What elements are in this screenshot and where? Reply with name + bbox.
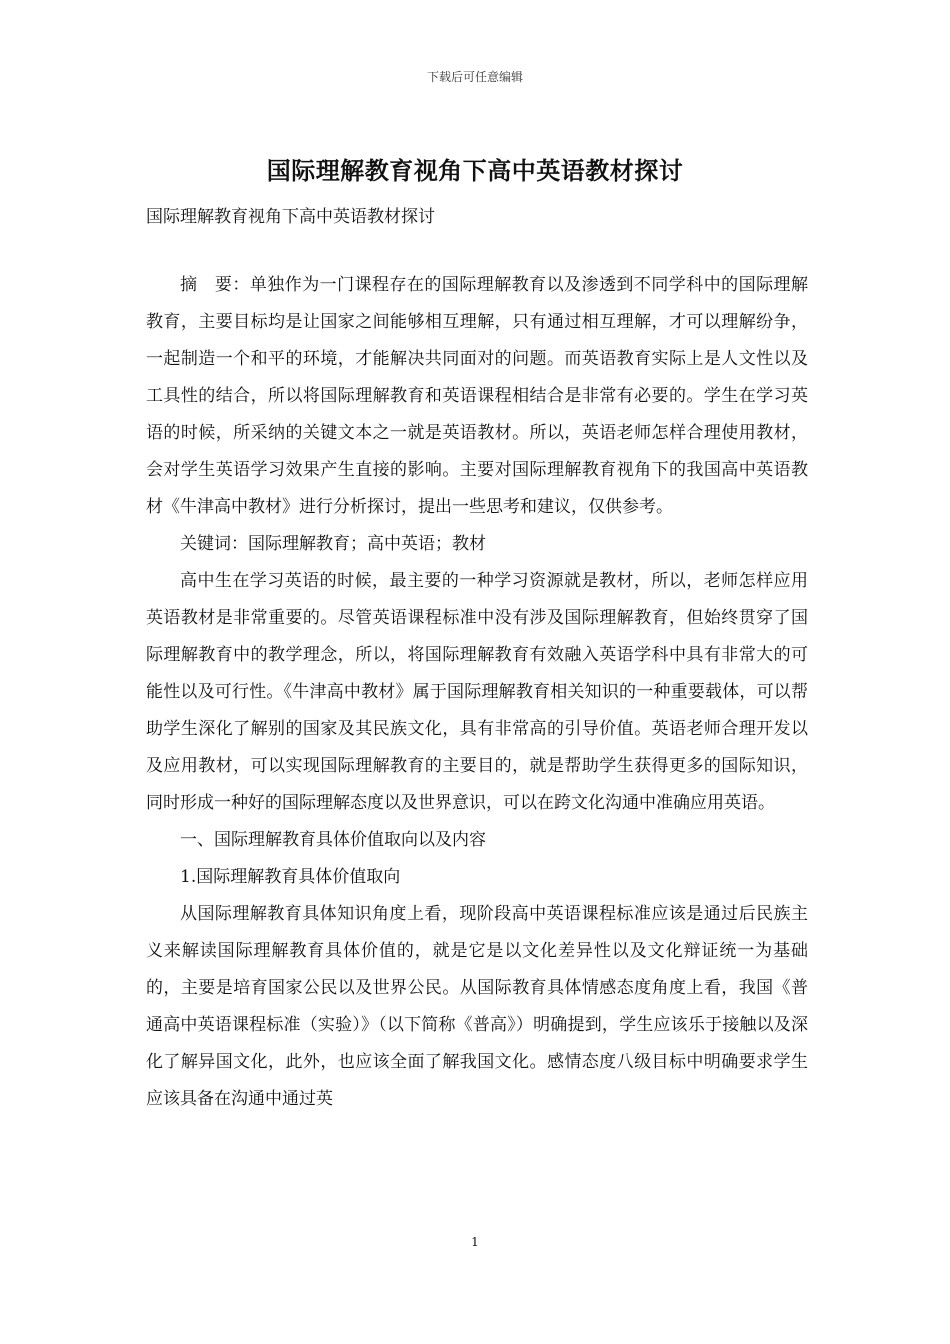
document-body (146, 267, 808, 1118)
subsection-heading: 1.国际理解教育具体价值取向 (180, 867, 401, 887)
header-note: 下载后可任意编辑 (426, 70, 523, 84)
document-title: 国际理解教育视角下高中英语教材探讨 (266, 156, 684, 185)
keywords-paragraph: 关键词：国际理解教育；高中英语；教材 (180, 534, 486, 554)
abstract-paragraph: 摘 要：单独作为一门课程存在的国际理解教育以及渗透到不同学科中的国际理解教育，主要目标均是让国家之间能够相互理解，只有通过相互理解，才可以理解纷争，一起制造一个和平的环境，才能解决共同面对的问题。而英语教育实际上是人文性以及工具性的结合，所以将国际理解教育和英语课程相结合是非常有必要的。学生在学习英语的时候，所采纳的关键文本之一就是英语教材。所以，英语老师怎样合理使用教材，会对学生英语学习效果产生直接的影响。主要对国际理解教育视角下的我国高中英语教材《牛津高中教材》进行分析探讨，提出一些思考和建议，仅供参考。 (146, 275, 808, 517)
section-heading: 一、国际理解教育具体价值取向以及内容 (180, 830, 486, 850)
page-number: 1 (471, 1235, 479, 1249)
document-subtitle: 国际理解教育视角下高中英语教材探讨 (146, 207, 435, 227)
intro-paragraph: 高中生在学习英语的时候，最主要的一种学习资源就是教材，所以，老师怎样应用英语教材是非常重要的。尽管英语课程标准中没有涉及国际理解教育，但始终贯穿了国际理解教育中的教学理念，所以，将国际理解教育有效融入英语学科中具有非常大的可能性以及可行性。《牛津高中教材》属于国际理解教育相关知识的一种重要载体，可以帮助学生深化了解别的国家及其民族文化，具有非常高的引导价值。英语老师合理开发以及应用教材，可以实现国际理解教育的主要目的，就是帮助学生获得更多的国际知识，同时形成一种好的国际理解态度以及世界意识，可以在跨文化沟通中准确应用英语。 (146, 571, 808, 813)
body-paragraph: 从国际理解教育具体知识角度上看，现阶段高中英语课程标准应该是通过后民族主义来解读国际理解教育具体价值的，就是它是以文化差异性以及文化辩证统一为基础的，主要是培育国家公民以及世界公民。从国际教育具体情感态度角度上看，我国《普通高中英语课程标准（实验）》（以下简称《普高》）明确提到，学生应该乐于接触以及深化了解异国文化，此外，也应该全面了解我国文化。感情态度八级目标中明确要求学生应该具备在沟通中通过英 (146, 904, 808, 1109)
